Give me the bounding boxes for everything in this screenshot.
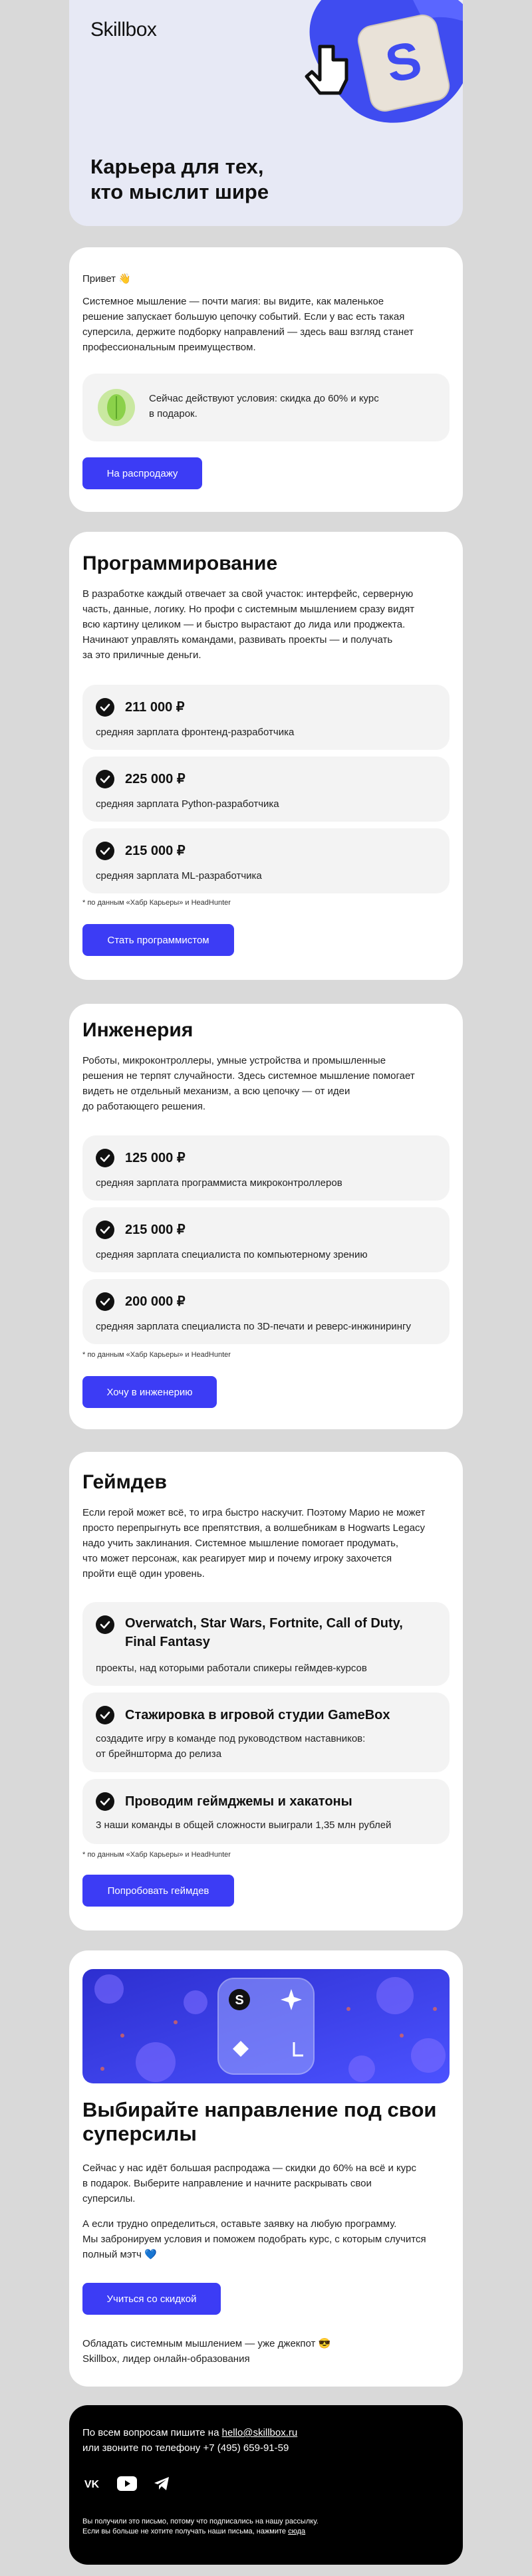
source-note: * по данным «Хабр Карьеры» и HeadHunter [82, 899, 231, 907]
legal-text: Вы получили это письмо, потому что подписались на нашу рассылку. Если вы больше не хотите получать наши письма, нажмите сюда [82, 2517, 319, 2535]
check-icon [96, 1706, 114, 1724]
salary-label: средняя зарплата специалиста по 3D-печати и реверс-инжинирингу [96, 1321, 412, 1332]
choose-text-2: А если трудно определиться, оставьте заявку на любую программу. Мы забронируем условия и поможем подобрать курс, с которым случится полный мэтч 💙 [82, 2218, 426, 2260]
source-note: * по данным «Хабр Карьеры» и HeadHunter [82, 1351, 231, 1359]
unsubscribe-link[interactable]: сюда [288, 2527, 306, 2535]
skillbox-s-icon: S [235, 1993, 244, 2008]
salary-value: 215 000 ₽ [125, 844, 186, 858]
source-note: * по данным «Хабр Карьеры» и HeadHunter [82, 1851, 231, 1859]
salary-value: 211 000 ₽ [125, 700, 185, 715]
check-icon [96, 1615, 114, 1634]
salary-label: средняя зарплата программиста микроконтроллеров [96, 1177, 342, 1189]
salary-label: средняя зарплата фронтенд-разработчика [96, 727, 295, 738]
salary-stat [82, 685, 450, 750]
salary-stat [82, 757, 450, 822]
check-icon [96, 1221, 114, 1239]
stat-value: Проводим геймджемы и хакатоны [125, 1794, 352, 1809]
gift-leaf-icon [97, 388, 136, 427]
promo-box [82, 374, 450, 441]
hero-title: Карьера для тех, кто мыслит шире [90, 155, 269, 203]
engineering-text: Роботы, микроконтроллеры, умные устройства и промышленные решения не терпят случайности. Здесь системное мышление помогает видеть не отдельный механизм, а всю цепочку — от идеи до работающего решения. [82, 1055, 415, 1112]
s-logo-icon: S [380, 29, 427, 94]
salary-stat [82, 1279, 450, 1344]
hero-illustration [277, 0, 463, 126]
engineering-card [69, 1004, 463, 1429]
engineering-button[interactable]: Хочу в инженерию [82, 1376, 217, 1408]
salary-value: 215 000 ₽ [125, 1223, 186, 1237]
svg-text:VK: VK [84, 2479, 100, 2490]
salary-label: средняя зарплата Python-разработчика [96, 798, 279, 810]
social-links [82, 2474, 170, 2493]
gamedev-card [69, 1452, 463, 1931]
programming-title: Программирование [82, 552, 278, 574]
gamedev-stat [82, 1602, 450, 1686]
salary-stat [82, 1135, 450, 1201]
try-gamedev-button[interactable]: Попробовать геймдев [82, 1875, 234, 1907]
check-icon [96, 1149, 114, 1167]
stat-label: создадите игру в команде под руководством наставников: от брейншторма до релиза [96, 1733, 366, 1760]
check-icon [96, 1292, 114, 1311]
check-icon [96, 1792, 114, 1811]
hero-banner [69, 0, 463, 226]
banner-image [82, 1969, 450, 2083]
stat-value: Overwatch, Star Wars, Fortnite, Call of Duty, Final Fantasy [125, 1616, 403, 1649]
choose-card [69, 1950, 463, 2387]
telegram-icon[interactable] [153, 2476, 170, 2492]
intro-card [69, 247, 463, 512]
check-icon [96, 770, 114, 788]
become-programmer-button[interactable]: Стать программистом [82, 924, 234, 956]
vk-icon[interactable] [82, 2474, 101, 2493]
gamedev-stat [82, 1693, 450, 1772]
salary-label: средняя зарплата специалиста по компьютерному зрению [96, 1249, 368, 1260]
greeting: Привет 👋 [82, 273, 131, 285]
check-icon [96, 698, 114, 717]
salary-value: 225 000 ₽ [125, 772, 186, 786]
skillbox-logo: Skillbox [90, 19, 157, 41]
gamedev-stat [82, 1779, 450, 1844]
gamedev-text: Если герой может всё, то игра быстро наскучит. Поэтому Марио не может просто перепрыгнуть все препятствия, а волшебникам в Hogwarts Legacy надо учить заклинания. Системное мышление помогает продумать, что может персонаж, как реагирует мир и почему игроку захочется пройти ещё один уровень. [82, 1507, 426, 1580]
salary-value: 200 000 ₽ [125, 1294, 186, 1309]
intro-text: Системное мышление — почти магия: вы видите, как маленькое решение запускает большую цепочку событий. Если у вас есть такая суперсила, держите подборку направлений — здесь ваш взгляд станет профессиональным преимуществом. [82, 296, 414, 353]
sale-button[interactable]: На распродажу [82, 457, 202, 489]
stat-value: Стажировка в игровой студии GameBox [125, 1708, 390, 1722]
choose-text: Сейчас у нас идёт большая распродажа — скидки до 60% на всё и курс в подарок. Выберите направление и начните раскрывать свои суперсилы. [82, 2163, 416, 2204]
study-discount-button[interactable]: Учиться со скидкой [82, 2283, 221, 2315]
programming-card [69, 532, 463, 980]
stat-label: 3 наши команды в общей сложности выиграли 1,35 млн рублей [96, 1819, 392, 1831]
signature: Обладать системным мышлением — уже джекпот 😎 Skillbox, лидер онлайн-образования [82, 2338, 331, 2365]
salary-stat [82, 828, 450, 893]
programming-text: В разработке каждый отвечает за свой участок: интерфейс, серверную часть, данные, логику. Но профи с системным мышлением сразу видят всю картину целиком — и быстро вырастают до лида или проджекта. Начинают управлять командами, развивать проекты — и получать за это приличные деньги. [82, 588, 415, 661]
youtube-icon[interactable] [117, 2476, 137, 2491]
email-link[interactable]: hello@skillbox.ru [221, 2427, 298, 2438]
footer [69, 2405, 463, 2565]
salary-value: 125 000 ₽ [125, 1151, 186, 1165]
salary-stat [82, 1207, 450, 1272]
stat-label: проекты, над которыми работали спикеры геймдев-курсов [96, 1663, 367, 1674]
gamedev-title: Геймдев [82, 1471, 167, 1493]
choose-title: Выбирайте направление под свои суперсилы [82, 2098, 437, 2145]
contact-text: По всем вопросам пишите на hello@skillbox.ru или звоните по телефону +7 (495) 659-91-59 [82, 2427, 298, 2454]
engineering-title: Инженерия [82, 1019, 194, 1041]
check-icon [96, 842, 114, 860]
salary-label: средняя зарплата ML-разработчика [96, 870, 262, 881]
promo-text: Сейчас действуют условия: скидка до 60% и курс в подарок. [149, 393, 379, 419]
